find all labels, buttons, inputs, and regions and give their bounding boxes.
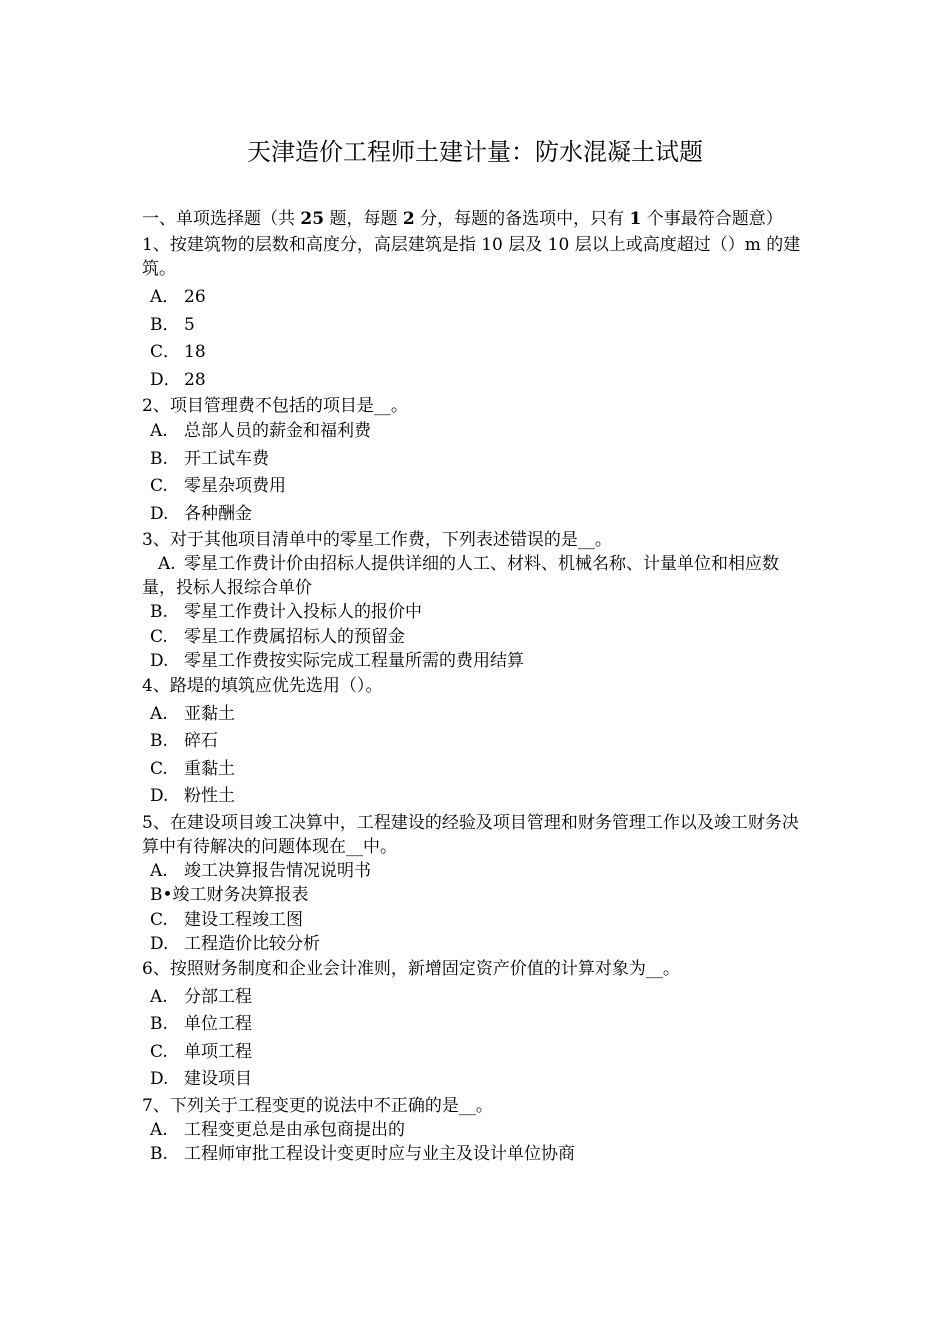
option-letter: B. — [150, 1014, 168, 1034]
option-text: 零星杂项费用 — [184, 476, 286, 496]
question-7 — [142, 1094, 810, 1167]
option-a — [142, 859, 810, 884]
question-1 — [142, 233, 810, 394]
option-a — [142, 284, 810, 312]
option-text: 26 — [184, 287, 206, 307]
option-letter: A. — [150, 421, 168, 441]
section-heading-mid2: 分，每题的备选项中，只有 — [414, 209, 630, 229]
correct-count: 1 — [629, 209, 642, 229]
option-letter: D. — [150, 651, 169, 671]
option-letter: D. — [150, 934, 169, 954]
option-letter: C. — [150, 1041, 168, 1062]
option-text: 单位工程 — [184, 1014, 252, 1034]
option-letter: D. — [150, 786, 169, 806]
option-text: 5 — [184, 314, 195, 335]
option-letter: A. — [150, 986, 168, 1007]
option-letter: B. — [150, 731, 168, 751]
section-heading-suffix: 个事最符合题意） — [641, 209, 783, 229]
option-letter: B. — [150, 448, 168, 469]
question-stem: 2、项目管理费不包括的项目是__。 — [142, 396, 408, 416]
question-6 — [142, 957, 810, 1094]
question-stem: 5、在建设项目竣工决算中，工程建设的经验及项目管理和财务管理工作以及竣工财务决算中有待解决的问题体现在__中。 — [142, 812, 799, 857]
option-text: 总部人员的薪金和福利费 — [184, 421, 371, 441]
points-per-question: 2 — [402, 209, 415, 229]
option-text: 分部工程 — [184, 986, 252, 1007]
option-c — [142, 1039, 810, 1067]
question-4 — [142, 674, 810, 811]
option-d — [142, 1066, 810, 1094]
option-text: 零星工作费属招标人的预留金 — [184, 626, 405, 647]
question-stem: 7、下列关于工程变更的说法中不正确的是__。 — [142, 1095, 493, 1116]
question-5 — [142, 811, 810, 957]
option-text: 建设项目 — [184, 1069, 252, 1089]
option-b — [142, 1142, 810, 1167]
section-heading-prefix: 一、单项选择题（共 — [142, 209, 301, 229]
option-text: 零星工作费按实际完成工程量所需的费用结算 — [184, 651, 524, 671]
option-text: 竣工决算报告情况说明书 — [184, 860, 371, 881]
option-letter: A. — [158, 554, 176, 574]
option-letter: B. — [150, 602, 168, 622]
document-title: 天津造价工程师土建计量：防水混凝土试题 — [247, 138, 703, 166]
option-text: 亚黏土 — [184, 703, 235, 724]
option-text: 碎石 — [184, 731, 218, 751]
option-text: 各种酬金 — [184, 503, 252, 524]
option-text: 零星工作费计价由招标人提供详细的人工、材料、机械名称、计量单位和相应数量，投标人报综合单价 — [142, 554, 779, 598]
option-letter: A. — [150, 1119, 168, 1140]
option-letter: C. — [150, 758, 168, 779]
option-c — [142, 756, 810, 784]
option-text: 零星工作费计入投标人的报价中 — [184, 602, 422, 622]
option-c — [142, 473, 810, 501]
option-text: 竣工财务决算报表 — [172, 885, 309, 905]
option-d — [142, 649, 810, 674]
option-text: 建设工程竣工图 — [184, 909, 303, 930]
option-text: 开工试车费 — [184, 448, 269, 469]
option-letter: B. — [150, 1144, 168, 1164]
option-letter: C. — [150, 909, 168, 930]
option-letter: B． — [150, 314, 180, 335]
option-a — [142, 552, 810, 600]
option-b — [142, 600, 810, 625]
option-c — [142, 908, 810, 933]
option-b — [142, 883, 810, 908]
option-d — [142, 367, 810, 395]
option-text: 单项工程 — [184, 1041, 252, 1062]
question-stem: 1、按建筑物的层数和高度分，高层建筑是指 10 层及 10 层以上或高度超过（）m 的建筑。 — [142, 235, 801, 279]
option-b — [142, 728, 810, 756]
section-heading-mid1: 题，每题 — [324, 209, 403, 229]
option-letter: A． — [150, 287, 180, 307]
option-letter: C． — [150, 342, 181, 362]
option-text: 28 — [184, 369, 206, 390]
question-stem: 6、按照财务制度和企业会计准则，新增固定资产价值的计算对象为__。 — [142, 958, 680, 979]
option-text: 18 — [184, 342, 206, 362]
option-a — [142, 418, 810, 446]
option-text: 工程变更总是由承包商提出的 — [184, 1119, 405, 1140]
option-d — [142, 783, 810, 811]
option-c — [142, 625, 810, 650]
question-3 — [142, 528, 810, 674]
option-text: 粉性土 — [184, 786, 235, 806]
question-stem: 3、对于其他项目清单中的零星工作费，下列表述错误的是__。 — [142, 530, 612, 550]
option-b — [142, 1011, 810, 1039]
option-a — [142, 701, 810, 729]
option-b — [142, 446, 810, 474]
option-c — [142, 339, 810, 367]
option-letter: D． — [150, 369, 181, 390]
option-letter: C. — [150, 476, 168, 496]
option-letter: D. — [150, 1069, 169, 1089]
option-letter: D. — [150, 503, 169, 524]
question-2 — [142, 394, 810, 528]
option-letter: C. — [150, 626, 168, 647]
option-text: 工程造价比较分析 — [184, 934, 320, 954]
option-text: 工程师审批工程设计变更时应与业主及设计单位协商 — [184, 1144, 575, 1164]
document-body — [142, 207, 810, 1167]
option-letter: A. — [150, 860, 168, 881]
option-d — [142, 932, 810, 957]
option-d — [142, 501, 810, 529]
option-letter: A. — [150, 703, 168, 724]
section-heading — [142, 207, 810, 231]
option-a — [142, 984, 810, 1012]
option-b — [142, 312, 810, 340]
option-text: 重黏土 — [184, 758, 235, 779]
option-a — [142, 1118, 810, 1143]
question-count: 25 — [300, 209, 325, 229]
question-stem: 4、路堤的填筑应优先选用（）。 — [142, 675, 383, 696]
option-letter: B• — [150, 885, 173, 905]
